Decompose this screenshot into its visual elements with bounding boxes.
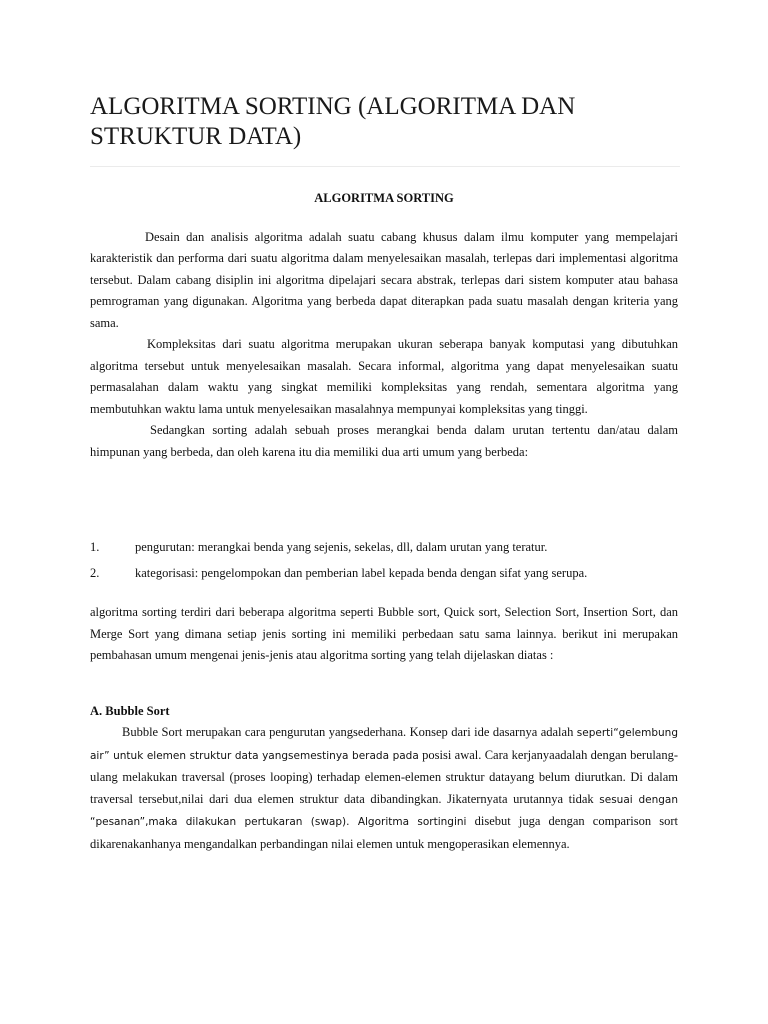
bubble-sort-text: posisi awal. Cara kerjanyaadalah dengan berulang-ulang melakukan traversal (proses looping) terhadap elemen-elemen struktur datayang belum diurutkan. Di dalam traversal tersebut,nilai dari dua elemen struktur data dibandingkan. Jikaternyata urutannya tidak xyxy=(90,747,679,806)
paragraph-bubble-sort xyxy=(90,722,678,855)
bubble-sort-text: Bubble Sort merupakan cara pengurutan yangsederhana. Konsep dari ide dasarnya adalah xyxy=(122,725,577,739)
page-title: ALGORITMA SORTING (ALGORITMA DAN STRUKTUR DATA) xyxy=(90,93,576,150)
list-text: pengurutan: merangkai benda yang sejenis, sekelas, dll, dalam urutan yang teratur. xyxy=(135,540,548,554)
bubble-sort-text: disebut juga dengan comparison sort dikarenakanhanya mengandalkan perbandingan nilai elemen untuk mengoperasikan elemennya. xyxy=(90,814,678,851)
paragraph-summary: algoritma sorting terdiri dari beberapa algoritma seperti Bubble sort, Quick sort, Selection Sort, Insertion Sort, dan Merge Sort yang dimana setiap jenis sorting ini memiliki perbedaan satu sama lainnya. berikut ini merupakan pembahasan umum mengenai jenis-jenis atau algoritma sorting yang telah dijelaskan diatas : xyxy=(90,605,678,662)
list-number: 2. xyxy=(90,565,100,580)
spacer xyxy=(90,463,678,537)
spacer xyxy=(90,588,678,602)
paragraph-sorting-definition: Sedangkan sorting adalah sebuah proses merangkai benda dalam urutan tertentu dan/atau dalam himpunan yang berbeda, dan oleh karena itu dia memiliki dua arti umum yang berbeda: xyxy=(90,423,678,459)
subsection-heading-bubble-sort: A. Bubble Sort xyxy=(90,703,170,718)
list-text: kategorisasi: pengelompokan dan pemberian label kepada benda dengan sifat yang serupa. xyxy=(135,565,588,580)
bubble-sort-text-alt-font: seperti“gelembung air” untuk elemen struktur data yangsemestinya berada pada xyxy=(90,727,678,762)
numbered-list xyxy=(90,537,678,584)
document-body xyxy=(90,188,678,855)
title-divider xyxy=(90,166,680,167)
paragraph-complexity: Kompleksitas dari suatu algoritma merupakan ukuran seberapa banyak komputasi yang dibutuhkan algoritma tersebut untuk menyelesaikan masalah. Secara informal, algoritma yang dapat menyelesaikan suatu permasalahan dalam waktu yang singkat memiliki kompleksitas yang rendah, sementara algoritma yang membutuhkan waktu lama untuk menyelesaikan masalahnya mempunyai kompleksitas yang tinggi. xyxy=(90,337,678,416)
paragraph-intro: Desain dan analisis algoritma adalah suatu cabang khusus dalam ilmu komputer yang mempelajari karakteristik dan performa dari suatu algoritma dalam menyelesaikan masalah, terlepas dari implementasi algoritma tersebut. Dalam cabang disiplin ini algoritma dipelajari secara abstrak, terlepas dari sistem komputer atau bahasa pemrograman yang digunakan. Algoritma yang berbeda dapat diterapkan pada suatu masalah dengan kriteria yang sama. xyxy=(90,229,678,330)
list-item xyxy=(90,563,678,585)
list-item xyxy=(90,537,678,559)
section-heading: ALGORITMA SORTING xyxy=(314,191,454,205)
spacer xyxy=(90,667,678,701)
list-number: 1. xyxy=(90,540,100,554)
bubble-sort-text-alt-font: sesuai dengan “pesanan”,maka dilakukan pertukaran (swap). Algoritma sortingini xyxy=(90,793,679,828)
